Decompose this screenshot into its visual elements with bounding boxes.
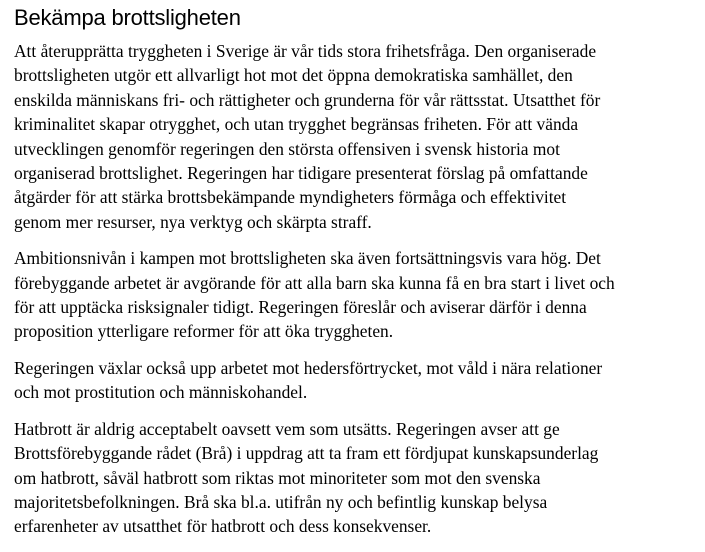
paragraph-line: enskilda människans fri- och rättigheter och grunderna för vår rättsstat. Utsatthet för [14,89,601,110]
paragraph-line: åtgärder för att stärka brottsbekämpande myndigheters förmåga och effektivitet [14,187,567,208]
paragraph-3 [14,356,702,405]
paragraph-line: Hatbrott är aldrig acceptabelt oavsett vem som utsätts. Regeringen avser att ge [14,418,560,439]
paragraph-4 [14,417,702,539]
paragraph-line: brottsligheten utgör ett allvarligt hot mot det öppna demokratiska samhället, den [14,65,573,86]
paragraph-line: utvecklingen genomför regeringen den största offensiven i svensk historia mot [14,138,560,159]
paragraph-line: kriminalitet skapar otrygghet, och utan trygghet begränsas friheten. För att vända [14,114,579,135]
paragraph-2 [14,246,702,344]
paragraph-line: Ambitionsnivån i kampen mot brottsligheten ska även fortsättningsvis vara hög. Det [14,248,601,269]
paragraph-line: om hatbrott, såväl hatbrott som riktas mot minoriteter som mot den svenska [14,467,541,488]
paragraph-line: förebyggande arbetet är avgörande för att alla barn ska kunna få en bra start i livet och [14,272,615,293]
section-heading: Bekämpa brottsligheten [14,5,241,30]
paragraph-line: och mot prostitution och människohandel. [14,382,308,403]
paragraph-line: proposition ytterligare reformer för att öka tryggheten. [14,321,394,342]
paragraph-line: Att återupprätta tryggheten i Sverige är vår tids stora frihetsfråga. Den organiserade [14,41,597,61]
paragraph-line: erfarenheter av utsatthet för hatbrott och dess konsekvenser. [14,516,432,537]
paragraph-line: organiserad brottslighet. Regeringen har tidigare presenterat förslag på omfattande [14,163,588,184]
paragraph-line: majoritetsbefolkningen. Brå ska bl.a. utifrån ny och befintlig kunskap belysa [14,491,548,512]
paragraph-line: Brottsförebyggande rådet (Brå) i uppdrag att ta fram ett fördjupat kunskapsunderlag [14,443,599,464]
document-page [14,4,702,539]
paragraph-line: för att upptäcka risksignaler tidigt. Regeringen föreslår och aviserar därför i denna [14,297,587,318]
paragraph-line: genom mer resurser, nya verktyg och skärpta straff. [14,211,372,232]
paragraph-1 [14,39,702,234]
paragraph-line: Regeringen växlar också upp arbetet mot hedersförtrycket, mot våld i nära relationer [14,357,603,378]
